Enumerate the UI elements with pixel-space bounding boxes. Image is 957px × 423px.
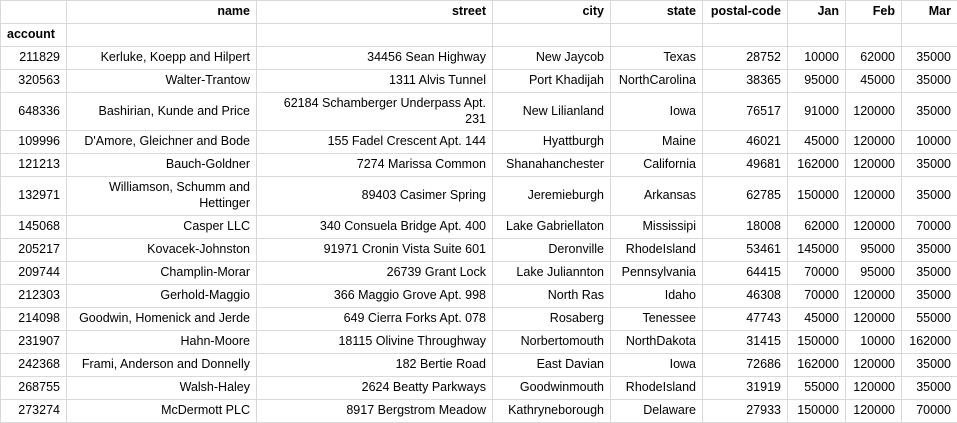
- cell-street: 89403 Casimer Spring: [257, 177, 493, 215]
- cell-jan: 45000: [788, 307, 846, 330]
- cell-feb: 120000: [846, 177, 902, 215]
- table-row: [1, 177, 957, 215]
- cell-street: 91971 Cronin Vista Suite 601: [257, 238, 493, 261]
- cell-postal-code: 27933: [703, 399, 788, 422]
- cell-account: 209744: [1, 261, 67, 284]
- cell-jan: 55000: [788, 376, 846, 399]
- cell-feb: 120000: [846, 154, 902, 177]
- cell-account: 205217: [1, 238, 67, 261]
- cell-account: 211829: [1, 47, 67, 70]
- cell-name: Walsh-Haley: [67, 376, 257, 399]
- column-header-row: [1, 1, 957, 24]
- index-row-blank-street: [257, 24, 493, 47]
- cell-city: New Jaycob: [493, 47, 611, 70]
- table-row: [1, 307, 957, 330]
- cell-jan: 91000: [788, 93, 846, 131]
- cell-state: RhodeIsland: [611, 238, 703, 261]
- cell-state: Maine: [611, 131, 703, 154]
- cell-city: Lake Juliannton: [493, 261, 611, 284]
- cell-postal-code: 31919: [703, 376, 788, 399]
- cell-mar: 55000: [902, 307, 957, 330]
- cell-feb: 45000: [846, 70, 902, 93]
- cell-state: Iowa: [611, 353, 703, 376]
- cell-feb: 95000: [846, 261, 902, 284]
- cell-city: North Ras: [493, 284, 611, 307]
- cell-state: Tenessee: [611, 307, 703, 330]
- cell-street: 34456 Sean Highway: [257, 47, 493, 70]
- index-name-row: [1, 24, 957, 47]
- cell-state: RhodeIsland: [611, 376, 703, 399]
- cell-mar: 35000: [902, 47, 957, 70]
- cell-mar: 35000: [902, 284, 957, 307]
- cell-postal-code: 46308: [703, 284, 788, 307]
- cell-name: McDermott PLC: [67, 399, 257, 422]
- cell-account: 268755: [1, 376, 67, 399]
- cell-jan: 150000: [788, 399, 846, 422]
- cell-street: 649 Cierra Forks Apt. 078: [257, 307, 493, 330]
- table-row: [1, 353, 957, 376]
- cell-postal-code: 62785: [703, 177, 788, 215]
- cell-street: 26739 Grant Lock: [257, 261, 493, 284]
- table-row: [1, 261, 957, 284]
- cell-mar: 35000: [902, 238, 957, 261]
- cell-account: 145068: [1, 215, 67, 238]
- cell-state: NorthCarolina: [611, 70, 703, 93]
- cell-postal-code: 53461: [703, 238, 788, 261]
- column-header-state: state: [611, 1, 703, 24]
- cell-mar: 35000: [902, 93, 957, 131]
- cell-city: Goodwinmouth: [493, 376, 611, 399]
- cell-feb: 62000: [846, 47, 902, 70]
- cell-state: Texas: [611, 47, 703, 70]
- cell-postal-code: 64415: [703, 261, 788, 284]
- table-row: [1, 284, 957, 307]
- column-header-street: street: [257, 1, 493, 24]
- table-row: [1, 238, 957, 261]
- column-header-feb: Feb: [846, 1, 902, 24]
- cell-street: 366 Maggio Grove Apt. 998: [257, 284, 493, 307]
- table-header: [1, 1, 957, 47]
- table-row: [1, 131, 957, 154]
- cell-state: Arkansas: [611, 177, 703, 215]
- cell-feb: 120000: [846, 376, 902, 399]
- cell-jan: 62000: [788, 215, 846, 238]
- cell-jan: 150000: [788, 330, 846, 353]
- cell-state: California: [611, 154, 703, 177]
- table-row: [1, 154, 957, 177]
- cell-state: Idaho: [611, 284, 703, 307]
- index-row-blank-state: [611, 24, 703, 47]
- cell-name: Kerluke, Koepp and Hilpert: [67, 47, 257, 70]
- cell-feb: 120000: [846, 353, 902, 376]
- cell-account: 648336: [1, 93, 67, 131]
- table-row: [1, 376, 957, 399]
- cell-city: New Lilianland: [493, 93, 611, 131]
- cell-mar: 35000: [902, 261, 957, 284]
- index-row-blank-mar: [902, 24, 957, 47]
- cell-city: Jeremieburgh: [493, 177, 611, 215]
- cell-feb: 120000: [846, 399, 902, 422]
- cell-name: Champlin-Morar: [67, 261, 257, 284]
- cell-street: 8917 Bergstrom Meadow: [257, 399, 493, 422]
- cell-mar: 35000: [902, 154, 957, 177]
- cell-feb: 10000: [846, 330, 902, 353]
- cell-account: 320563: [1, 70, 67, 93]
- cell-name: Bashirian, Kunde and Price: [67, 93, 257, 131]
- cell-state: Iowa: [611, 93, 703, 131]
- index-row-blank-jan: [788, 24, 846, 47]
- cell-city: Lake Gabriellaton: [493, 215, 611, 238]
- cell-name: Goodwin, Homenick and Jerde: [67, 307, 257, 330]
- cell-postal-code: 28752: [703, 47, 788, 70]
- cell-feb: 95000: [846, 238, 902, 261]
- cell-name: Walter-Trantow: [67, 70, 257, 93]
- cell-city: Hyattburgh: [493, 131, 611, 154]
- cell-postal-code: 47743: [703, 307, 788, 330]
- cell-name: Gerhold-Maggio: [67, 284, 257, 307]
- cell-state: NorthDakota: [611, 330, 703, 353]
- index-row-blank-name: [67, 24, 257, 47]
- cell-jan: 162000: [788, 154, 846, 177]
- cell-jan: 150000: [788, 177, 846, 215]
- cell-mar: 70000: [902, 215, 957, 238]
- cell-city: Norbertomouth: [493, 330, 611, 353]
- cell-feb: 120000: [846, 284, 902, 307]
- cell-street: 1311 Alvis Tunnel: [257, 70, 493, 93]
- index-row-blank-postal: [703, 24, 788, 47]
- cell-name: Frami, Anderson and Donnelly: [67, 353, 257, 376]
- cell-jan: 45000: [788, 131, 846, 154]
- cell-mar: 35000: [902, 353, 957, 376]
- table-row: [1, 93, 957, 131]
- table-body: [1, 47, 957, 423]
- column-header-jan: Jan: [788, 1, 846, 24]
- cell-account: 273274: [1, 399, 67, 422]
- cell-feb: 120000: [846, 131, 902, 154]
- table-row: [1, 330, 957, 353]
- cell-street: 182 Bertie Road: [257, 353, 493, 376]
- cell-feb: 120000: [846, 215, 902, 238]
- cell-account: 109996: [1, 131, 67, 154]
- table-row: [1, 70, 957, 93]
- cell-street: 155 Fadel Crescent Apt. 144: [257, 131, 493, 154]
- cell-street: 2624 Beatty Parkways: [257, 376, 493, 399]
- cell-city: East Davian: [493, 353, 611, 376]
- cell-name: Casper LLC: [67, 215, 257, 238]
- cell-street: 62184 Schamberger Underpass Apt. 231: [257, 93, 493, 131]
- cell-mar: 162000: [902, 330, 957, 353]
- corner-blank-cell: [1, 1, 67, 24]
- index-label-account: account: [1, 24, 67, 47]
- cell-jan: 145000: [788, 238, 846, 261]
- table-row: [1, 399, 957, 422]
- cell-feb: 120000: [846, 93, 902, 131]
- index-row-blank-feb: [846, 24, 902, 47]
- cell-account: 214098: [1, 307, 67, 330]
- cell-mar: 35000: [902, 376, 957, 399]
- cell-mar: 35000: [902, 70, 957, 93]
- cell-state: Delaware: [611, 399, 703, 422]
- cell-jan: 10000: [788, 47, 846, 70]
- cell-postal-code: 49681: [703, 154, 788, 177]
- cell-name: D'Amore, Gleichner and Bode: [67, 131, 257, 154]
- cell-postal-code: 76517: [703, 93, 788, 131]
- cell-name: Williamson, Schumm and Hettinger: [67, 177, 257, 215]
- column-header-city: city: [493, 1, 611, 24]
- cell-jan: 162000: [788, 353, 846, 376]
- cell-state: Pennsylvania: [611, 261, 703, 284]
- column-header-mar: Mar: [902, 1, 957, 24]
- column-header-name: name: [67, 1, 257, 24]
- cell-jan: 95000: [788, 70, 846, 93]
- cell-account: 212303: [1, 284, 67, 307]
- cell-account: 242368: [1, 353, 67, 376]
- cell-city: Deronville: [493, 238, 611, 261]
- cell-postal-code: 31415: [703, 330, 788, 353]
- cell-name: Kovacek-Johnston: [67, 238, 257, 261]
- cell-street: 7274 Marissa Common: [257, 154, 493, 177]
- cell-account: 231907: [1, 330, 67, 353]
- cell-mar: 70000: [902, 399, 957, 422]
- table-row: [1, 47, 957, 70]
- cell-mar: 10000: [902, 131, 957, 154]
- cell-account: 132971: [1, 177, 67, 215]
- cell-name: Hahn-Moore: [67, 330, 257, 353]
- cell-city: Port Khadijah: [493, 70, 611, 93]
- cell-jan: 70000: [788, 284, 846, 307]
- cell-feb: 120000: [846, 307, 902, 330]
- cell-city: Kathryneborough: [493, 399, 611, 422]
- cell-street: 340 Consuela Bridge Apt. 400: [257, 215, 493, 238]
- cell-account: 121213: [1, 154, 67, 177]
- cell-jan: 70000: [788, 261, 846, 284]
- cell-postal-code: 72686: [703, 353, 788, 376]
- cell-state: Mississipi: [611, 215, 703, 238]
- column-header-postal-code: postal-code: [703, 1, 788, 24]
- cell-postal-code: 46021: [703, 131, 788, 154]
- cell-mar: 35000: [902, 177, 957, 215]
- cell-city: Shanahanchester: [493, 154, 611, 177]
- cell-street: 18115 Olivine Throughway: [257, 330, 493, 353]
- cell-city: Rosaberg: [493, 307, 611, 330]
- cell-name: Bauch-Goldner: [67, 154, 257, 177]
- cell-postal-code: 18008: [703, 215, 788, 238]
- table-row: [1, 215, 957, 238]
- cell-postal-code: 38365: [703, 70, 788, 93]
- index-row-blank-city: [493, 24, 611, 47]
